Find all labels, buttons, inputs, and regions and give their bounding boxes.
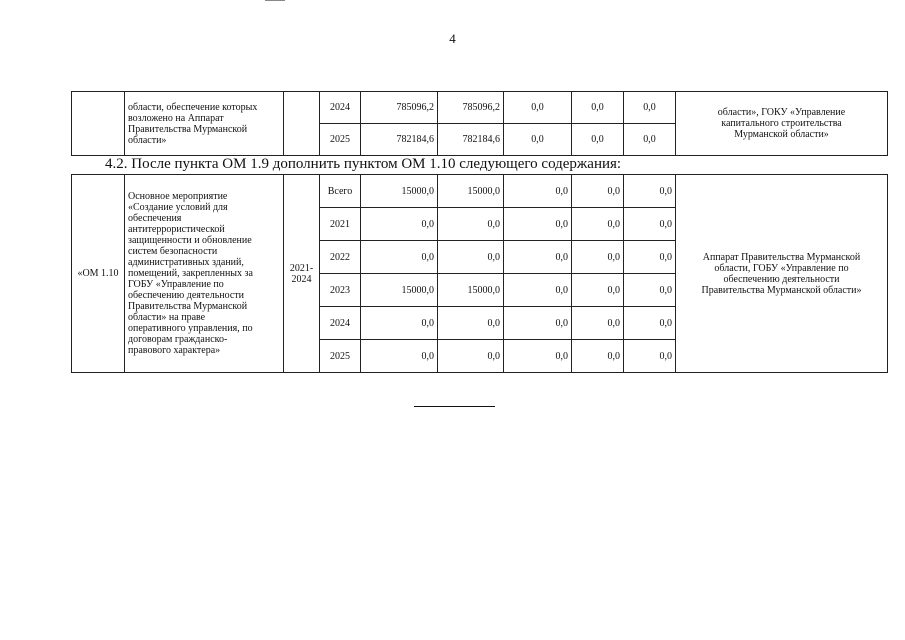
executor-cell: области», ГОКУ «Управление капитального строительства Мурманской области»	[676, 92, 888, 156]
year-cell: Всего	[320, 175, 361, 208]
regional-cell: 782184,6	[438, 124, 504, 156]
value-cell: 0,0	[624, 340, 676, 373]
year-cell: 2025	[320, 124, 361, 156]
value-cell: 0,0	[624, 92, 676, 124]
executor-cell: Аппарат Правительства Мурманской области, ГОБУ «Управление по обеспечению деятельности Правительства Мурманской области»	[676, 175, 888, 373]
year-cell: 2023	[320, 274, 361, 307]
value-cell: 0,0	[572, 241, 624, 274]
total-cell: 0,0	[361, 241, 438, 274]
value-cell: 0,0	[624, 241, 676, 274]
value-cell: 0,0	[624, 175, 676, 208]
footer-rule	[414, 406, 495, 407]
value-cell: 0,0	[572, 175, 624, 208]
event-cell: Основное мероприятие «Создание условий для обеспечения антитеррористической защищенности и обновление систем безопасности административных зданий, помещений, закрепленных за ГОБУ «Управление по обеспечению деятельности Правительства Мурманской области» на праве оперативного управления, по договорам гражданско- правового характера»	[125, 175, 284, 373]
total-cell: 0,0	[361, 340, 438, 373]
table-row	[72, 92, 888, 124]
value-cell: 0,0	[504, 92, 572, 124]
value-cell: 0,0	[572, 340, 624, 373]
year-cell: 2024	[320, 307, 361, 340]
total-cell: 15000,0	[361, 274, 438, 307]
value-cell: 0,0	[624, 274, 676, 307]
event-cell: области, обеспечение которых возложено на Аппарат Правительства Мурманской области»	[125, 92, 284, 156]
value-cell: 0,0	[572, 274, 624, 307]
total-cell: 782184,6	[361, 124, 438, 156]
new-measure-table	[71, 174, 888, 373]
code-cell	[72, 92, 125, 156]
year-cell: 2021	[320, 208, 361, 241]
value-cell: 0,0	[504, 208, 572, 241]
year-cell: 2024	[320, 92, 361, 124]
value-cell: 0,0	[624, 307, 676, 340]
continuation-table	[71, 91, 888, 156]
regional-cell: 785096,2	[438, 92, 504, 124]
total-cell: 785096,2	[361, 92, 438, 124]
period-cell	[284, 92, 320, 156]
total-cell: 15000,0	[361, 175, 438, 208]
year-cell: 2022	[320, 241, 361, 274]
value-cell: 0,0	[572, 208, 624, 241]
value-cell: 0,0	[504, 124, 572, 156]
value-cell: 0,0	[504, 175, 572, 208]
total-cell: 0,0	[361, 208, 438, 241]
value-cell: 0,0	[572, 124, 624, 156]
code-cell: «ОМ 1.10	[72, 175, 125, 373]
regional-cell: 15000,0	[438, 175, 504, 208]
value-cell: 0,0	[624, 208, 676, 241]
regional-cell: 15000,0	[438, 274, 504, 307]
regional-cell: 0,0	[438, 340, 504, 373]
period-cell: 2021- 2024	[284, 175, 320, 373]
regional-cell: 0,0	[438, 307, 504, 340]
value-cell: 0,0	[572, 307, 624, 340]
year-cell: 2025	[320, 340, 361, 373]
section-heading: 4.2. После пункта ОМ 1.9 дополнить пунктом ОМ 1.10 следующего содержания:	[105, 156, 622, 172]
value-cell: 0,0	[504, 340, 572, 373]
page-number: 4	[449, 31, 456, 46]
value-cell: 0,0	[504, 241, 572, 274]
total-cell: 0,0	[361, 307, 438, 340]
regional-cell: 0,0	[438, 208, 504, 241]
value-cell: 0,0	[504, 274, 572, 307]
value-cell: 0,0	[504, 307, 572, 340]
table-row	[72, 175, 888, 208]
regional-cell: 0,0	[438, 241, 504, 274]
scan-mark	[265, 0, 285, 1]
value-cell: 0,0	[624, 124, 676, 156]
value-cell: 0,0	[572, 92, 624, 124]
